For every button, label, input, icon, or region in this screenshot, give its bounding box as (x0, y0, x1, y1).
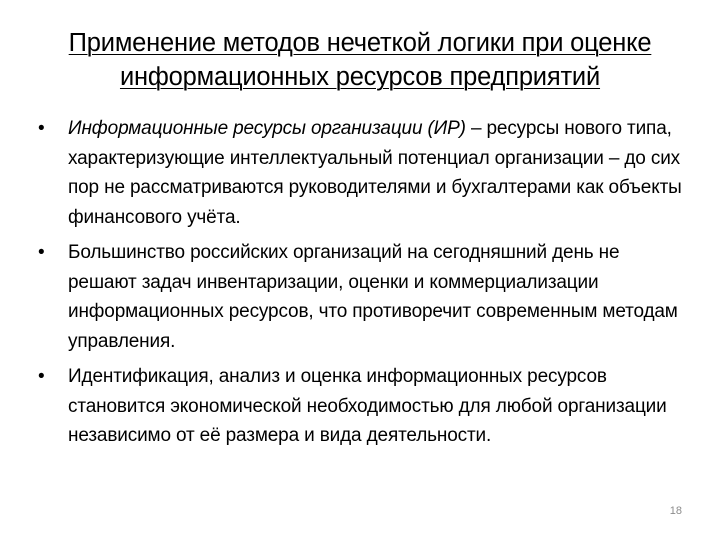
bullet-text: Идентификация, анализ и оценка информационных ресурсов становится экономической необходимостью для любой организации независимо от её размера и вида деятельности. (68, 366, 667, 446)
page-number: 18 (669, 505, 682, 517)
bullet-dot-icon: • (38, 118, 45, 139)
bullet-dot-icon: • (38, 366, 45, 387)
bullet-text: Большинство российских организаций на сегодняшний день не решают задач инвентаризации, оценки и коммерциализации информационных ресурсов, что противоречит современным методам управления. (68, 242, 678, 352)
bullet-term: Информационные ресурсы организации (ИР) (68, 118, 466, 139)
bullet-item (38, 362, 688, 451)
bullet-text: – ресурсы нового типа, характеризующие интеллектуальный потенциал организации – до сих пор не рассматриваются руководителями и бухгалтерами как объекты финансового учёта. (68, 118, 682, 228)
bullet-dot-icon: • (38, 242, 45, 263)
slide-title: Применение методов нечеткой логики при оценке информационных ресурсов предприятий (68, 29, 652, 91)
bullet-item (38, 114, 688, 232)
bullet-item (38, 238, 688, 356)
bullet-list (38, 114, 688, 457)
